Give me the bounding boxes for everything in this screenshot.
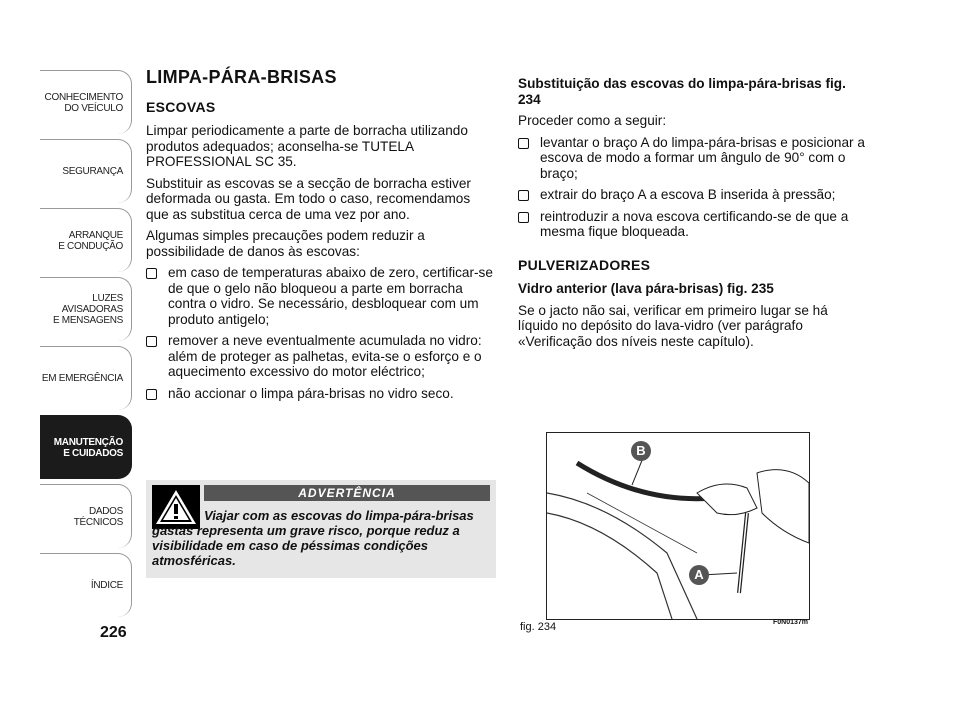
checkbox-bullet-icon bbox=[146, 389, 157, 400]
figure-code: F0N0137m bbox=[773, 619, 809, 626]
list-item: extrair do braço A a escova B inserida à pressão; bbox=[518, 187, 868, 203]
page-title: LIMPA-PÁRA-BRISAS bbox=[146, 67, 337, 87]
tab-emergencia[interactable]: EM EMERGÊNCIA bbox=[40, 346, 132, 410]
warning-heading: ADVERTÊNCIA bbox=[204, 485, 490, 501]
figure-wiper-illustration bbox=[546, 432, 810, 620]
page-number: 226 bbox=[100, 624, 127, 641]
tab-dados[interactable]: DADOS TÉCNICOS bbox=[40, 484, 132, 548]
checkbox-bullet-icon bbox=[146, 336, 157, 347]
list-item: levantar o braço A do limpa-pára-brisas e posicionar a escova de modo a formar um ângulo de 90° com o braço; bbox=[518, 135, 868, 182]
list-item: reintroduzir a nova escova certificando-se de que a mesma fique bloqueada. bbox=[518, 209, 868, 240]
figure-caption: fig. 234 bbox=[520, 621, 557, 633]
list-item: não accionar o limpa pára-brisas no vidro seco. bbox=[146, 386, 496, 402]
paragraph: Algumas simples precauções podem reduzir a possibilidade de danos às escovas: bbox=[146, 228, 425, 259]
subsection-heading: Vidro anterior (lava pára-brisas) fig. 235 bbox=[518, 281, 774, 296]
paragraph: Limpar periodicamente a parte de borracha utilizando produtos adequados; aconselha-se TUTELA PROFESSIONAL SC 35. bbox=[146, 123, 468, 169]
paragraph: Se o jacto não sai, verificar em primeiro lugar se há líquido no depósito do lava-vidro (ver parágrafo «Verificação dos níveis neste capítulo). bbox=[518, 302, 828, 349]
section-heading: ESCOVAS bbox=[146, 98, 216, 115]
tab-manutencao[interactable]: MANUTENÇÃO E CUIDADOS bbox=[40, 415, 132, 479]
paragraph: Substituir as escovas se a secção de borracha estiver deformada ou gasta. Em todo o caso, recomendamos que as substitua cerca de uma vez por ano. bbox=[146, 175, 471, 222]
tab-indice[interactable]: ÍNDICE bbox=[40, 553, 132, 617]
section-heading: PULVERIZADORES bbox=[518, 256, 651, 273]
right-column bbox=[518, 76, 868, 355]
tab-conhecimento[interactable]: CONHECIMENTO DO VEÍCULO bbox=[40, 70, 132, 134]
left-column bbox=[146, 67, 496, 407]
wiper-drawing bbox=[547, 433, 809, 619]
list-item: remover a neve eventualmente acumulada no vidro: além de proteger as palhetas, evita-se o esforço e o aquecimento excessivo do motor eléctrico; bbox=[146, 333, 496, 380]
paragraph: Proceder como a seguir: bbox=[518, 113, 667, 128]
label-b: B bbox=[631, 441, 651, 461]
label-a: A bbox=[689, 565, 709, 585]
subsection-heading: Substituição das escovas do limpa-pára-brisas fig. 234 bbox=[518, 76, 846, 107]
warning-body: Viajar com as escovas do limpa-pára-brisas gastas representa um grave risco, porque reduz a visibilidade em caso de péssimas condições atmosféricas. bbox=[152, 508, 474, 568]
checkbox-bullet-icon bbox=[146, 268, 157, 279]
checkbox-bullet-icon bbox=[518, 212, 529, 223]
tab-luzes[interactable]: LUZES AVISADORAS E MENSAGENS bbox=[40, 277, 132, 341]
tab-seguranca[interactable]: SEGURANÇA bbox=[40, 139, 132, 203]
checkbox-bullet-icon bbox=[518, 138, 529, 149]
tab-arranque[interactable]: ARRANQUE E CONDUÇÃO bbox=[40, 208, 132, 272]
list-item: em caso de temperaturas abaixo de zero, certificar-se de que o gelo não bloqueou a parte em borracha contra o vidro. Se necessário, desbloquear com um produto antigelo; bbox=[146, 265, 496, 327]
checkbox-bullet-icon bbox=[518, 190, 529, 201]
